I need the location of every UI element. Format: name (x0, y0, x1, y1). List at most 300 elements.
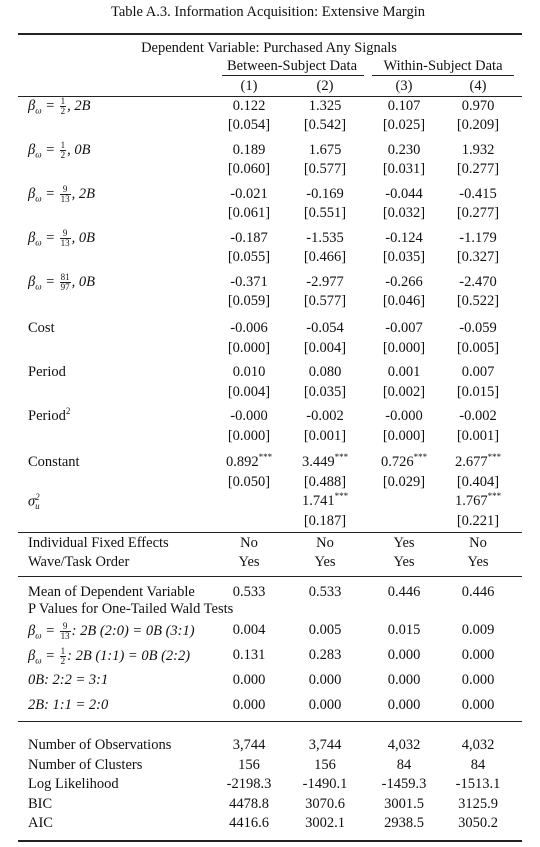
equals-sign: = (41, 622, 59, 639)
standard-error (457, 513, 499, 530)
column-number: (3) (395, 78, 413, 94)
table-title: Table A.3. Information Acquisition: Extensive Margin (110, 4, 426, 20)
coefficient-value-text: -0.169 (306, 186, 344, 202)
coefficient-value (230, 186, 267, 203)
pvalue-cell (462, 697, 495, 714)
table-cell (233, 584, 266, 601)
pvalue-cell-text: 0.131 (232, 647, 266, 663)
coefficient-value-text: -1.535 (306, 230, 344, 246)
stat-cell-text: -2198.3 (226, 776, 272, 792)
pvalue-cell (309, 622, 342, 639)
beta-symbol: β (28, 622, 36, 639)
coefficient-value (230, 320, 267, 337)
stat-cell-text: 2938.5 (384, 815, 424, 831)
stat-cell-text: 156 (238, 756, 260, 773)
stat-cell-text: -1459.3 (381, 776, 427, 792)
coefficient-value (309, 98, 342, 115)
coefficient-value-text: 0.001 (387, 364, 421, 380)
significance-stars: *** (258, 452, 273, 463)
coefficient-value-text: 0.122 (232, 98, 266, 114)
row-label: AIC (28, 815, 53, 831)
beta-symbol: β (28, 97, 36, 114)
standard-error (228, 340, 270, 357)
row-label-text: Period (28, 408, 66, 424)
coefficient-value (459, 274, 496, 291)
pvalue-test-label (28, 647, 190, 666)
standard-error (304, 293, 346, 310)
standard-error-text: [0.001] (456, 428, 500, 444)
coefficient-value (385, 274, 422, 291)
standard-error-text: [0.046] (382, 293, 426, 309)
standard-error-text: [0.277] (456, 161, 500, 177)
table-cell-text: Yes (393, 535, 415, 551)
table-cell (393, 535, 414, 552)
coefficient-value (455, 454, 501, 471)
coefficient-value (233, 364, 266, 381)
standard-error (383, 340, 425, 357)
standard-error (457, 249, 499, 266)
pvalue-cell (233, 622, 266, 639)
coefficient-value (302, 454, 348, 471)
beta-symbol: β (28, 185, 36, 202)
fraction (60, 273, 71, 292)
between-underline (222, 75, 364, 76)
coefficient-value-text: -0.002 (306, 408, 344, 424)
coefficient-value (306, 274, 343, 291)
row-label: Number of Observations (28, 737, 172, 753)
coefficient-value-text: 0.080 (308, 364, 342, 380)
standard-error (383, 117, 425, 134)
pvalue-cell-text: 0.015 (387, 622, 421, 638)
coefficient-value-text: 3.449 (301, 454, 335, 470)
row-label (28, 408, 70, 425)
pvalue-cell-text: 0.000 (461, 697, 495, 713)
coefficient-value-text: 1.741 (301, 493, 335, 509)
coefficient-value (462, 98, 495, 115)
stat-cell-text: 4478.8 (229, 795, 269, 812)
pvalue-cell (309, 647, 342, 664)
standard-error-text: [0.187] (303, 513, 347, 529)
pvalue-test-label (28, 672, 108, 689)
pvalue-cell (462, 647, 495, 664)
standard-error (228, 474, 270, 491)
pvalue-cell (462, 672, 495, 689)
coefficient-value-text: 2.677 (454, 454, 488, 470)
stat-cell (314, 757, 336, 774)
coefficient-value (230, 230, 267, 247)
coefficient-value-text: 1.675 (308, 142, 342, 158)
coefficient-value (455, 493, 501, 510)
pvalue-cell (388, 647, 421, 664)
row-label: Constant (28, 454, 80, 470)
table-cell (238, 554, 259, 571)
pvalue-cell (388, 697, 421, 714)
row-label: BIC (28, 795, 53, 812)
stat-cell (233, 737, 266, 754)
pvalue-cell-text: 0.000 (308, 697, 342, 713)
standard-error-text: [0.029] (382, 474, 426, 490)
coefficient-value-text: -0.371 (230, 274, 268, 290)
sigma-label (28, 493, 40, 511)
standard-error (383, 428, 425, 445)
stat-cell (458, 815, 498, 832)
stat-cell-text: 3001.5 (384, 795, 424, 812)
coefficient-value-text: -0.044 (385, 186, 423, 202)
standard-error-text: [0.221] (456, 513, 500, 529)
row-label (28, 320, 55, 337)
stat-cell (388, 737, 421, 754)
coefficient-value (462, 142, 495, 159)
standard-error (383, 249, 425, 266)
test-text: : 2B (1:1) = 0B (2:2) (67, 647, 191, 664)
coefficient-value-text: -0.415 (459, 186, 497, 202)
coefficient-value (385, 408, 422, 425)
coefficient-value (306, 408, 343, 425)
coefficient-value-text: 1.767 (454, 493, 488, 509)
standard-error-text: [0.577] (303, 293, 347, 309)
fraction-numerator: 81 (60, 272, 70, 282)
label-suffix: , 0B (67, 141, 91, 158)
fraction-numerator: 1 (60, 646, 66, 656)
standard-error (304, 384, 346, 401)
standard-error (304, 428, 346, 445)
stat-cell-text: 84 (396, 756, 412, 773)
significance-stars: *** (413, 452, 428, 463)
standard-error-text: [0.209] (456, 117, 500, 133)
coefficient-value (388, 142, 421, 159)
standard-error-text: [0.004] (303, 340, 347, 356)
standard-error-text: [0.522] (456, 293, 500, 309)
coefficient-value-text: -2.977 (306, 274, 344, 290)
standard-error (457, 340, 499, 357)
row-label-text: Cost (28, 320, 55, 336)
pvalue-cell-text: 0.005 (308, 622, 342, 638)
standard-error (383, 474, 425, 491)
coefficient-label (28, 141, 91, 160)
stat-cell (305, 815, 345, 832)
significance-stars: *** (334, 491, 349, 502)
stat-cell-text: 4416.6 (229, 815, 269, 831)
standard-error-text: [0.004] (227, 384, 271, 400)
standard-error-text: [0.025] (382, 117, 426, 133)
coefficient-value (233, 98, 266, 115)
standard-error-text: [0.050] (227, 474, 271, 490)
stat-cell-text: 3002.1 (305, 815, 345, 831)
significance-stars: *** (487, 491, 502, 502)
coefficient-value (309, 142, 342, 159)
pvalue-cell-text: 0.000 (387, 647, 421, 663)
pvalue-test-label (28, 697, 108, 714)
fraction-denominator: 97 (60, 282, 70, 292)
sigma-scripts (35, 493, 40, 511)
standard-error (457, 384, 499, 401)
standard-error (304, 340, 346, 357)
fraction-numerator: 9 (60, 229, 71, 239)
standard-error (383, 161, 425, 178)
coefficient-value-text: -0.002 (459, 408, 497, 424)
coefficient-value-text: -0.059 (459, 320, 497, 336)
standard-error (228, 428, 270, 445)
coefficient-value-text: 1.932 (461, 142, 495, 158)
coefficient-value (306, 230, 343, 247)
significance-stars: *** (487, 452, 502, 463)
standard-error-text: [0.000] (227, 340, 271, 356)
coefficient-value (385, 320, 422, 337)
standard-error-text: [0.404] (456, 474, 500, 490)
table-cell (467, 554, 488, 571)
equals-sign: = (41, 273, 59, 290)
pvalue-cell-text: 0.000 (461, 672, 495, 688)
fraction (60, 97, 67, 116)
coefficient-label (28, 97, 91, 116)
table-cell (309, 584, 342, 601)
pvalue-cell-text: 0.000 (232, 697, 266, 713)
coefficient-value-text: -0.007 (385, 320, 423, 336)
stat-cell (382, 776, 427, 793)
fraction (60, 141, 67, 160)
coefficient-value (226, 454, 272, 471)
table-cell-text: Yes (467, 554, 489, 570)
coefficient-value-text: 0.726 (380, 454, 414, 470)
coefficient-value (459, 320, 496, 337)
stat-cell-text: -1490.1 (302, 776, 348, 792)
row-label: Log Likelihood (28, 776, 119, 792)
table-cell-text: 0.533 (308, 584, 342, 600)
pvalue-cell (462, 622, 495, 639)
standard-error-text: [0.002] (382, 384, 426, 400)
label-suffix: , 0B (71, 229, 95, 246)
pvalue-cell (388, 622, 421, 639)
coefficient-value (388, 98, 421, 115)
coefficient-value-text: -0.006 (230, 320, 268, 336)
label-suffix: , 2B (67, 97, 91, 114)
section-rule (18, 721, 522, 722)
standard-error-text: [0.059] (227, 293, 271, 309)
sigma-subscript: u (35, 501, 40, 511)
table-cell (388, 584, 421, 601)
table-cell (393, 554, 414, 571)
stat-cell (309, 737, 342, 754)
coefficient-value-text: -0.000 (385, 408, 423, 424)
stat-cell-text: 3,744 (308, 737, 342, 753)
table-cell (240, 535, 258, 552)
equals-sign: = (41, 141, 59, 158)
between-subject-header: Between-Subject Data (226, 58, 358, 74)
coefficient-value-text: -1.179 (459, 230, 497, 246)
standard-error-text: [0.001] (303, 428, 347, 444)
fraction-denominator: 13 (60, 631, 70, 641)
beta-symbol: β (28, 273, 36, 290)
equals-sign: = (41, 647, 59, 664)
row-label-superscript: 2 (65, 406, 71, 417)
coefficient-value (462, 364, 495, 381)
stat-cell (229, 815, 269, 832)
standard-error (457, 161, 499, 178)
equals-sign: = (41, 229, 59, 246)
sigma-symbol: σ (28, 493, 36, 510)
stat-cell (397, 757, 412, 774)
fraction-denominator: 2 (60, 656, 66, 666)
coefficient-value-text: 0.970 (461, 98, 495, 114)
stat-cell-text: 3,744 (232, 737, 266, 753)
pvalue-cell-text: 0.000 (387, 697, 421, 713)
pvalue-cell (309, 697, 342, 714)
coefficient-value (385, 230, 422, 247)
coefficient-value (388, 364, 421, 381)
row-label (28, 364, 66, 381)
stat-cell-text: 4,032 (387, 737, 421, 753)
coefficient-value (381, 454, 427, 471)
table-cell-text: No (316, 535, 334, 551)
standard-error-text: [0.060] (227, 161, 271, 177)
stat-cell (471, 757, 486, 774)
standard-error-text: [0.015] (456, 384, 500, 400)
standard-error-text: [0.577] (303, 161, 347, 177)
stat-cell-text: 84 (470, 756, 486, 773)
within-underline (372, 75, 514, 76)
coefficient-value-text: -0.000 (230, 408, 268, 424)
standard-error-text: [0.035] (382, 249, 426, 265)
standard-error-text: [0.542] (303, 117, 347, 133)
test-text: : 2B (2:0) = 0B (3:1) (71, 622, 195, 639)
stat-cell (305, 796, 345, 813)
standard-error-text: [0.035] (303, 384, 347, 400)
coefficient-value (385, 186, 422, 203)
standard-error-text: [0.055] (227, 249, 271, 265)
stat-cell-text: 4,032 (461, 737, 495, 753)
standard-error-text: [0.032] (382, 205, 426, 221)
coefficient-value-text: -0.266 (385, 274, 423, 290)
row-label-text: Period (28, 364, 66, 380)
pvalue-cell (233, 672, 266, 689)
beta-subscript: ω (35, 237, 42, 248)
table-cell-text: Yes (393, 554, 415, 570)
beta-subscript: ω (35, 281, 42, 292)
standard-error-text: [0.000] (382, 340, 426, 356)
pvalue-cell-text: 0.000 (387, 672, 421, 688)
fraction (60, 647, 67, 666)
coefficient-value-text: 1.325 (308, 98, 342, 114)
table-cell-text: Yes (238, 554, 260, 570)
stat-cell-text: -1513.1 (455, 776, 501, 792)
coefficient-value (233, 142, 266, 159)
coefficient-value-text: 0.007 (461, 364, 495, 380)
coefficient-value (302, 493, 348, 510)
pvalue-cell-text: 0.283 (308, 647, 342, 663)
standard-error-text: [0.466] (303, 249, 347, 265)
standard-error-text: [0.005] (456, 340, 500, 356)
header-rule (18, 96, 522, 97)
table-cell (314, 554, 335, 571)
coefficient-value-text: 0.892 (225, 454, 259, 470)
equals-sign: = (41, 97, 59, 114)
pvalue-cell (309, 672, 342, 689)
stat-cell (458, 796, 498, 813)
coefficient-value-text: -2.470 (459, 274, 497, 290)
standard-error (457, 428, 499, 445)
standard-error (383, 384, 425, 401)
coefficient-value (230, 408, 267, 425)
pvalue-cell-text: 0.009 (461, 622, 495, 638)
test-text: 2B: 1:1 = 2:0 (28, 697, 109, 713)
row-label: Mean of Dependent Variable (28, 584, 195, 600)
significance-stars: *** (334, 452, 349, 463)
coefficient-value (306, 320, 343, 337)
column-number: (1) (240, 78, 258, 94)
fraction-numerator: 9 (60, 185, 71, 195)
table-cell (462, 584, 495, 601)
fraction-denominator: 13 (60, 194, 70, 204)
equals-sign: = (41, 185, 59, 202)
standard-error (457, 293, 499, 310)
standard-error (228, 293, 270, 310)
label-suffix: , 2B (71, 185, 95, 202)
standard-error (228, 205, 270, 222)
standard-error-text: [0.000] (227, 428, 271, 444)
stat-cell (384, 815, 424, 832)
coefficient-value (459, 186, 496, 203)
standard-error (383, 205, 425, 222)
coefficient-value-text: -0.054 (306, 320, 344, 336)
table-cell-text: No (240, 535, 258, 551)
standard-error-text: [0.488] (303, 474, 347, 490)
table-cell-text: 0.446 (461, 584, 495, 600)
coefficient-value (459, 408, 496, 425)
row-label: Individual Fixed Effects (28, 535, 169, 551)
fraction-denominator: 2 (60, 150, 66, 160)
pvalues-header: P Values for One-Tailed Wald Tests (28, 601, 234, 617)
beta-symbol: β (28, 229, 36, 246)
label-suffix: , 0B (71, 273, 95, 290)
standard-error-text: [0.327] (456, 249, 500, 265)
coefficient-value-text: 0.107 (387, 98, 421, 114)
standard-error (383, 293, 425, 310)
table-cell (469, 535, 487, 552)
standard-error (457, 474, 499, 491)
within-subject-header: Within-Subject Data (383, 58, 503, 74)
standard-error-text: [0.061] (227, 205, 271, 221)
stat-cell (229, 796, 269, 813)
section-rule (18, 576, 522, 577)
coefficient-label (28, 229, 95, 248)
table-cell-text: No (469, 535, 487, 551)
coefficient-label (28, 273, 95, 292)
table-cell-text: 0.446 (387, 584, 421, 600)
standard-error (304, 474, 346, 491)
beta-subscript: ω (35, 105, 42, 116)
dependent-variable-header: Dependent Variable: Purchased Any Signals (141, 40, 397, 56)
coefficient-value (309, 364, 342, 381)
fraction (60, 185, 71, 204)
beta-symbol: β (28, 141, 36, 158)
row-label: Number of Clusters (28, 756, 143, 773)
coefficient-label (28, 185, 95, 204)
stat-cell (456, 776, 501, 793)
table-cell-text: Yes (314, 554, 336, 570)
coefficient-value-text: -0.021 (230, 186, 268, 202)
standard-error (304, 117, 346, 134)
row-label: Wave/Task Order (28, 554, 130, 570)
fraction-numerator: 1 (60, 96, 66, 106)
standard-error (304, 513, 346, 530)
stat-cell (384, 796, 424, 813)
standard-error (228, 161, 270, 178)
stat-cell (227, 776, 272, 793)
table-cell (316, 535, 334, 552)
fraction-numerator: 9 (60, 622, 71, 632)
pvalue-cell (233, 697, 266, 714)
standard-error-text: [0.551] (303, 205, 347, 221)
